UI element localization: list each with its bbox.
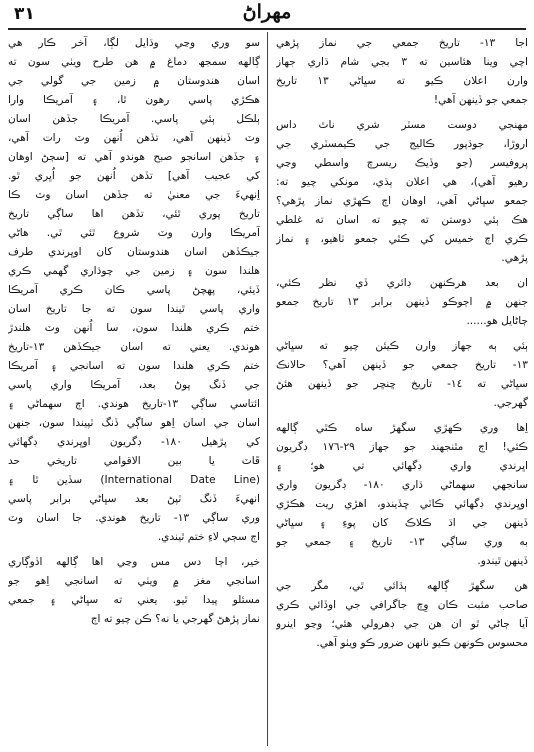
text-line: اوڀرندي ڊگهائي ڪاٽي ڇڏيندو، اهڙي ريت هڪڙي [276,498,528,510]
text-line: اروڙا، جوڌپور ڪاليج جي ڪيمسٽري جي [276,138,528,150]
text-line: اسانجي مغز ۾ ويٺي ته اسانجي اِهو جو [8,575,260,587]
page-header [0,0,534,30]
text-line: اِها وري ڪهڙي سگهڙ ساه ڪٿي ڳالهه [276,422,528,434]
text-line: آيا ڄاڻي ٿو ان هن جي ڊهرولي هئي؛ وڃو اينرو [276,618,528,630]
text-line: اڄ سڄي لاءِ ختم ٿيندي. [157,531,260,543]
text-line: اچي وينا هئاسين ته ٣ بجي شام ڌاري جهاز [276,56,528,68]
header-rule [8,28,526,30]
text-line: جمعو سڀاڻي آهي، اوهان اڄ ڪهڙي نماز پڙهي؟ [276,195,528,207]
text-line: وٽ ڏينهن آهي، تڏهن اُنهن وٽ رات آهي، [8,132,260,144]
text-line: هلندا سون ۽ زمين جي چوڌاري گهمي ڪري [8,265,260,277]
text-line: ڪري اڄ خميس کي ڪٿي جمعو ٺاهيو، ۽ نماز [276,233,528,245]
text-line: وارن اعلان ڪيو ته سڀاڻي ١٣ تاريخ [276,75,528,87]
text-line: جيڪڏهن اسان هندوستان کان اوڀرندي طرف [8,246,260,258]
text-line: ڏينهن جي اڌ ڪلاڪ کان پوءِ ۽ سڀاڻي [276,517,528,529]
text-line: اسان هندوستان ۾ زمين جي گولي جي [8,75,260,87]
text-line: ۽ جڏهن اسانجو صبح هوندو آهي ته [سڄڻ اوهان [8,151,260,163]
text-line: مسئلو پيدا ٿيو. يعني ته سڀاڻي ۽ جمعي [8,594,260,606]
text-line: وري ساڳي ١٣- تاريخ هوندي. جا اسان وٽ [8,512,260,524]
text-line: محسوس ڪونهن ڪيو نانهن ضرور ڪو ويٺو آهي. [316,637,528,649]
text-line: نماز پڙهڻ گهرجي يا نه؟ ڪن چيو ته اڄ [90,613,260,625]
text-line: پڙهي. [501,252,528,264]
text-line: به وري ساڳي ١٣- تاريخ ۽ جمعي جو [276,536,528,548]
right-text-column [276,34,528,748]
text-line: خير، اڄا دس مس وڃي اها ڳالهه اڏوڳاري [8,556,260,568]
text-line: هوندي. يعني ته اسان جيڪڏهن ١٣-تاريخ [8,341,260,353]
text-line: ٻئي ٻه جهاز وارن ڪيئن چيو ته سڀاڻي [276,340,528,352]
text-line: اسان جي اسان اِهو ساڳي ڏنگ ٽپيندا سون، جنهن [8,417,260,429]
text-line: اِنهيءَ جي معنيٰ ته جڏهن اسان وٽ ڪا [8,189,260,201]
text-line: مهنجي دوست مسٽر شري ناٿ داس [276,119,528,131]
text-line: اجا ١٣- تاريخ جمعي جي نماز پڙهي [276,37,528,49]
text-line: هن سگهڙ ڳالهه ٻڌائي ٿي، مگر جي [276,580,528,592]
text-line: ڪئي! اڄ مٿنجهند جو جهاز ٢٩-١٧٦ ڊگريون [276,441,528,453]
column-divider [267,32,268,746]
text-line: جنهن ۾ اڄوڪو ڏينهن برابر ١٣ تاريخ جمعو [276,296,528,308]
running-title: مهراڻ [242,1,292,23]
text-line: ائتاسي ساڳي ١٣-تاريخ هوندي. اڄ سهماڻي ۽ [8,398,260,410]
page-number: ٣١ [14,4,35,24]
text-line: (International Date Line) سڏين ٿا ۽ [8,474,260,486]
text-line: کي عجيب آهي] تڏهن اُنهن جو اُڀري ٿو. [8,170,260,182]
text-line: ڳالهه سمجھ دماغ ۾ هن طرح ويٺي سون ته [8,56,260,68]
text-line: تاريخ پوري ٿئي، تڏهن اها ساڳي تاريخ [8,208,260,220]
text-line: جمعي جو ڏينهن آهي! [433,94,528,106]
text-line: ان بعد هرڪنهن ڊائري ڏي نظر ڪئي، [276,277,528,289]
text-line: کي پڙهيل ١٨٠- ڊگريون اوڀرندي ڊگهائي [8,436,260,448]
text-line: رهيو آهي)، هي اعلان ٻڌي، مونکي چيو ته: [276,176,528,188]
left-text-column [8,34,260,748]
text-line: آمريڪا وارن وٽ شروع ٿئي ٿي. هاڻي [8,227,260,239]
text-line: گهرجي. [493,397,528,409]
text-line: انهيءَ ڏنگ ٽپڻ بعد سڀاڻي برابر پاسي [8,493,260,505]
text-line: هڪ ٻئي دوستن ته چيو ته اسان ته غلطي [276,214,528,226]
text-line: ڏينهن ٿيندو. [477,555,528,567]
text-line: ختم ڪري هلندا سون، سا اُنهن وٽ هلندڙ [8,322,260,334]
text-line: ١٣- تاريخ جمعي جو ڏينهن آهي؟ حالانڪ [276,359,528,371]
text-line: اڀرندي واري ڊگهائي تي هو؛ ۽ [276,460,528,472]
text-line: واري پاسي ٿيندا سون ته جا تاريخ اسان [8,303,260,315]
text-line: ختم ڪري هلندا سون ته اسانجي ۽ آمريڪا [8,360,260,372]
text-line: ڏيئي، پهچڻ پاسي ڪان ڪري آمريڪا [8,284,260,296]
text-line: سڀاڻي ته ١٤- تاريخ ڇنڇر جو ڏينهن هئڻ [276,378,528,390]
text-line: جي ڏنگ پوڻ بعد، آمريڪا واري پاسي [8,379,260,391]
text-line: پروفيسر (جو وڏيڪ ريسرچ واسطي وڃي [276,157,528,169]
text-line: هڪڙي پاسي رهون ٿا، ۽ آمريڪا وارا [8,94,260,106]
text-line: سو وري وڃي وڌايل لڳا، آخر ڪار هي [8,37,260,49]
text-line: صاحب مثبت ڪان وِچ جاگرافي جي اوڏائي ڪري [276,599,528,611]
text-line: ڦاٽ يا بين الاقوامي تاريخي حد [8,455,260,467]
text-line: سانجهي سهماڻي ڌاري ١٨٠- ڊگريون واري [276,479,528,491]
text-line: ڄاڻايل هو...... [466,315,528,327]
text-line: ٻلڪل ٻئي پاسي. آمريڪا جڏهن اسان [8,113,260,125]
